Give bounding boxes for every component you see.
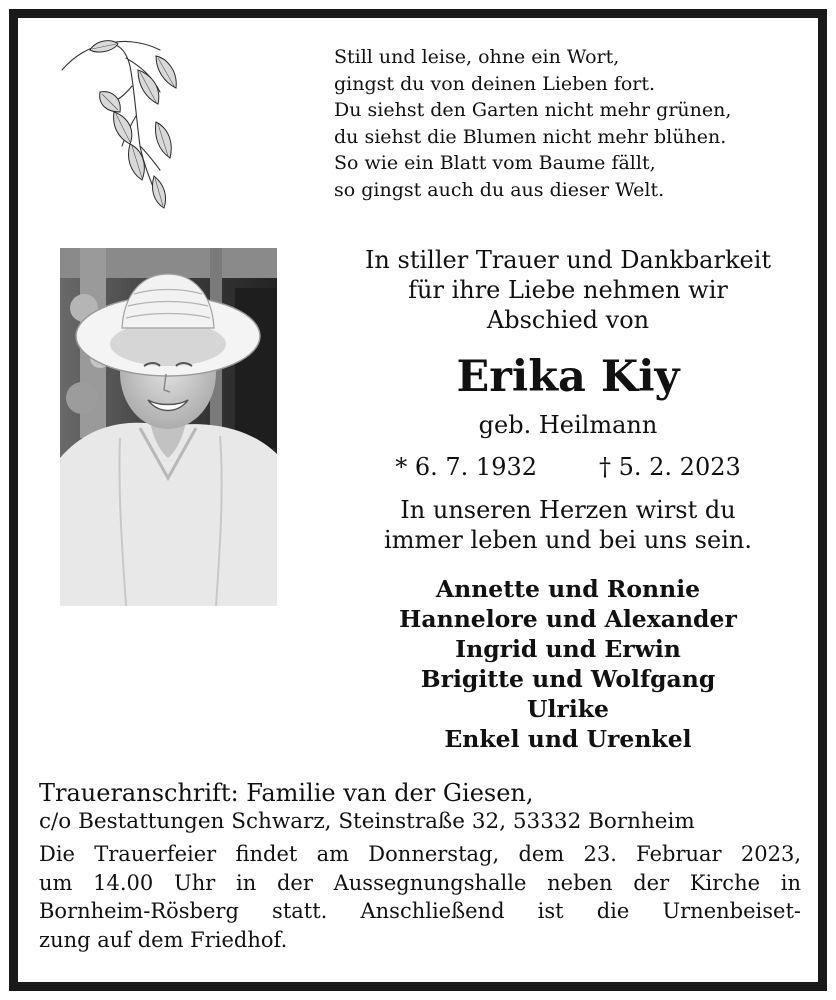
maiden-name: geb. Heilmann [478,411,658,439]
poem-line: Still und leise, ohne ein Wort, [334,46,620,68]
portrait-photo [60,248,277,606]
poem-line: so gingst auch du aus dieser Welt. [334,178,665,201]
intro-line: für ihre Liebe nehmen wir [408,276,728,304]
intro-line: In stiller Trauer und Dankbarkeit [364,246,772,274]
family-member: Ingrid und Erwin [455,635,681,663]
family-member: Brigitte und Wolfgang [420,665,716,693]
poem [334,44,804,203]
intro-line: Abschied von [486,306,650,334]
birch-branch-icon [60,36,190,212]
death-date: † 5. 2. 2023 [599,453,741,481]
family-member: Hannelore und Alexander [399,605,737,633]
motto-line: immer leben und bei uns sein. [384,526,752,554]
poem-line: So wie ein Blatt vom Baume fällt, [334,152,656,174]
mourning-address: Traueranschrift: Familie van der Giesen, [39,779,534,807]
motto [300,495,836,555]
ceremony-text-line: Bornheim-Rösberg statt. Anschließend ist die Urnenbeiset- [39,899,801,923]
footer-info [39,778,801,954]
intro-text [300,245,836,335]
family-list [300,574,836,754]
life-dates [300,452,836,482]
motto-line: In unseren Herzen wirst du [400,496,736,524]
poem-line: gingst du von deinen Lieben fort. [334,72,656,95]
family-member: Enkel und Urenkel [444,725,692,753]
birth-date: * 6. 7. 1932 [395,453,537,481]
poem-line: Du siehst den Garten nicht mehr grünen, [334,99,732,121]
ceremony-text-line: zung auf dem Friedhof. [39,927,288,952]
poem-line: du siehst die Blumen nicht mehr blühen. [334,125,727,148]
ceremony-text-line: um 14.00 Uhr in der Aussegnungshalle neben der Kirche in [39,870,801,895]
ceremony-text-line: Die Trauerfeier findet am Donnerstag, dem 23. Februar 2023, [39,842,801,866]
family-member: Ulrike [527,695,609,723]
deceased-name: Erika Kiy [456,352,680,402]
family-member: Annette und Ronnie [435,575,701,603]
mourning-address-detail: c/o Bestattungen Schwarz, Steinstraße 32, 53332 Bornheim [39,809,695,834]
